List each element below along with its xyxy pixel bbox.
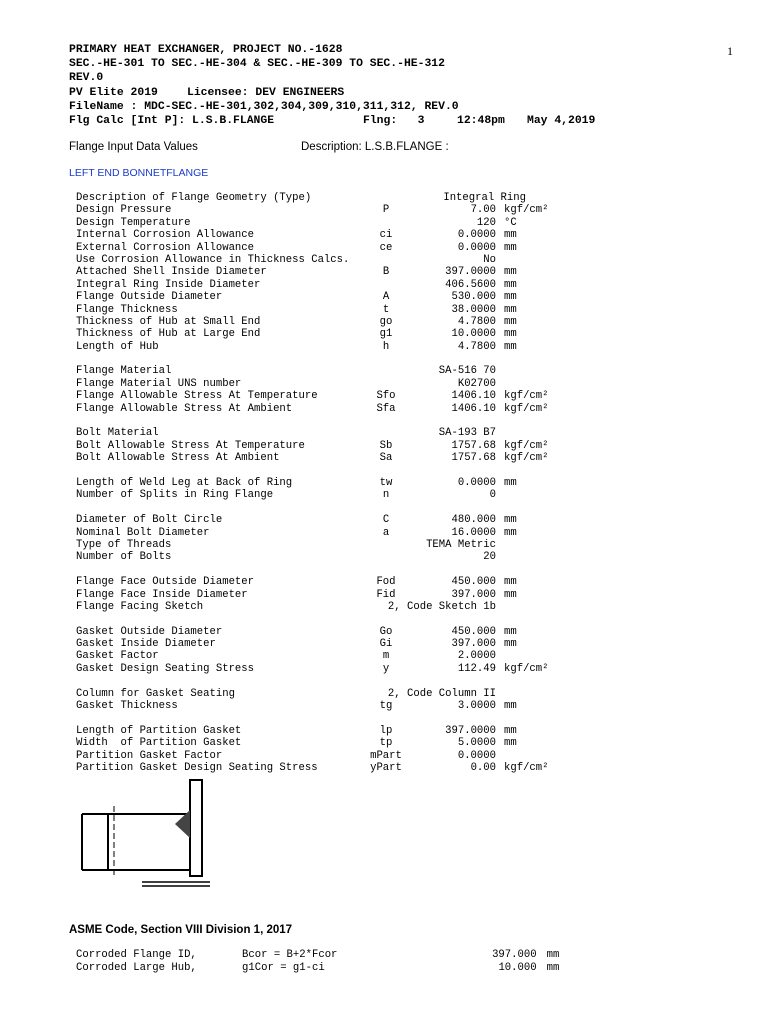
param-symbol: m [382, 650, 390, 663]
header-revision: REV.0 [69, 72, 104, 85]
param-unit: mm [504, 476, 517, 489]
param-unit: mm [504, 315, 517, 328]
param-value: 0.0000 [457, 476, 496, 489]
param-value: 10.0000 [451, 328, 496, 341]
param-value: 7.00 [470, 204, 496, 217]
param-unit: kgf/cm² [504, 204, 549, 217]
param-value: 406.5600 [445, 278, 496, 291]
param-row [76, 341, 576, 353]
param-symbol: h [382, 340, 390, 353]
param-row [76, 551, 576, 563]
param-unit: kgf/cm² [504, 390, 549, 403]
param-value: 397.0000 [445, 724, 496, 737]
param-symbol: mPart [370, 749, 402, 762]
param-unit: mm [504, 700, 517, 713]
param-symbol: tp [379, 737, 393, 750]
spacer [76, 712, 576, 724]
param-label: Length of Weld Leg at Back of Ring [76, 476, 293, 489]
param-row [76, 390, 576, 402]
param-row [76, 650, 576, 662]
param-row [76, 601, 576, 613]
param-symbol [366, 427, 406, 439]
param-symbol: Sa [379, 452, 393, 465]
param-row [76, 440, 576, 452]
code-title: ASME Code, Section VIII Division 1, 2017 [69, 924, 293, 936]
param-unit: kgf/cm² [504, 662, 549, 675]
param-label: Flange Face Outside Diameter [76, 576, 255, 589]
param-symbol: lp [379, 724, 393, 737]
param-value: 397.000 [451, 588, 496, 601]
param-label: Column for Gasket Seating [76, 687, 235, 700]
param-symbol: C [382, 514, 390, 527]
param-symbol: P [382, 204, 390, 217]
param-row [76, 539, 576, 551]
flange-ring-outline [190, 780, 202, 876]
calc-formula: g1Cor = g1-ci [242, 961, 325, 974]
param-label: Description of Flange Geometry (Type) [76, 192, 312, 204]
param-label: Attached Shell Inside Diameter [76, 266, 267, 279]
param-value: 5.0000 [457, 737, 496, 750]
calc-unit: mm [546, 949, 560, 961]
param-row [76, 589, 576, 601]
param-value: SA-516 70 [438, 365, 496, 378]
param-symbol: t [382, 303, 390, 316]
param-symbol: Fid [376, 588, 396, 601]
param-value: TEMA Metric [426, 538, 496, 551]
param-row [76, 688, 576, 700]
param-row [76, 576, 576, 588]
param-label: Gasket Design Seating Stress [76, 662, 255, 675]
param-label: Number of Splits in Ring Flange [76, 489, 274, 502]
param-label: Gasket Inside Diameter [76, 638, 216, 651]
param-value: 0.00 [470, 761, 496, 774]
param-symbol: Go [379, 625, 393, 638]
param-symbol: Sfo [376, 390, 396, 403]
header-filename: FileName : MDC-SEC.-HE-301,302,304,309,310,311,312, REV.0 [69, 100, 459, 113]
param-row [76, 638, 576, 650]
param-label: Gasket Factor [76, 650, 159, 663]
param-label: Diameter of Bolt Circle [76, 514, 223, 527]
param-unit: kgf/cm² [504, 439, 549, 452]
param-row [76, 378, 576, 390]
param-label: Use Corrosion Allowance in Thickness Calcs. [76, 253, 350, 266]
param-symbol: tw [379, 476, 393, 489]
param-row [76, 762, 576, 774]
param-row [76, 304, 576, 316]
param-row [76, 192, 576, 204]
calc-value: 10.000 [498, 961, 537, 974]
param-unit: mm [504, 625, 517, 638]
param-value: 112.49 [457, 662, 496, 675]
param-symbol: g1 [379, 328, 393, 341]
param-symbol [366, 378, 406, 390]
param-label: Length of Hub [76, 340, 159, 353]
param-value: 16.0000 [451, 526, 496, 539]
param-symbol [366, 551, 406, 563]
param-value: 450.000 [451, 576, 496, 589]
param-symbol [366, 539, 406, 551]
param-label: Type of Threads [76, 538, 172, 551]
spacer [76, 353, 576, 365]
header-time: 12:48pm [457, 114, 505, 127]
param-value: 2, Code Column II [387, 687, 496, 700]
param-label: Internal Corrosion Allowance [76, 229, 255, 242]
param-unit: mm [504, 328, 517, 341]
param-row [76, 328, 576, 340]
page-number: 1 [727, 44, 733, 58]
param-value: 4.7800 [457, 315, 496, 328]
param-value: 0 [489, 489, 496, 502]
param-row [76, 229, 576, 241]
spacer [76, 564, 576, 576]
param-value: 1406.10 [451, 390, 496, 403]
param-unit: mm [504, 576, 517, 589]
param-unit: mm [504, 340, 517, 353]
param-label: Nominal Bolt Diameter [76, 526, 210, 539]
param-unit: mm [504, 229, 517, 242]
param-symbol: A [382, 291, 390, 304]
param-label: Thickness of Hub at Small End [76, 315, 261, 328]
param-unit: mm [504, 241, 517, 254]
param-unit: kgf/cm² [504, 761, 549, 774]
section-title: Flange Input Data Values [69, 141, 198, 153]
param-value: 480.000 [451, 514, 496, 527]
param-row [76, 626, 576, 638]
flange-description: Description: L.S.B.FLANGE : [301, 141, 449, 153]
param-unit: mm [504, 278, 517, 291]
param-label: Flange Face Inside Diameter [76, 588, 248, 601]
param-row [76, 266, 576, 278]
param-label: Flange Material [76, 365, 172, 378]
param-label: External Corrosion Allowance [76, 241, 255, 254]
param-unit: mm [504, 303, 517, 316]
header-date: May 4,2019 [527, 114, 596, 127]
param-value: 450.000 [451, 625, 496, 638]
calc-row [76, 949, 596, 962]
param-row [76, 204, 576, 216]
header-project: PRIMARY HEAT EXCHANGER, PROJECT NO.-1628 [69, 44, 343, 56]
param-label: Bolt Allowable Stress At Ambient [76, 452, 280, 465]
spacer [76, 415, 576, 427]
param-row [76, 489, 576, 501]
header-calc-row [69, 114, 709, 128]
param-row [76, 427, 576, 439]
param-value: 1757.68 [451, 439, 496, 452]
param-value: 38.0000 [451, 303, 496, 316]
param-row [76, 700, 576, 712]
param-row [76, 254, 576, 266]
header-flng: Flng: 3 [363, 114, 425, 127]
param-value: 0.0000 [457, 241, 496, 254]
calc-unit: mm [546, 961, 560, 974]
param-label: Flange Material UNS number [76, 377, 242, 390]
calc-label: Corroded Flange ID, [76, 949, 197, 961]
param-unit: mm [504, 514, 517, 527]
param-value: K02700 [457, 377, 496, 390]
param-unit: mm [504, 266, 517, 279]
param-symbol: Sb [379, 439, 393, 452]
flange-name: LEFT END BONNETFLANGE [69, 167, 209, 179]
param-symbol [366, 217, 406, 229]
param-symbol: y [382, 662, 390, 675]
param-row [76, 725, 576, 737]
param-value: 0.0000 [457, 749, 496, 762]
calc-label: Corroded Large Hub, [76, 961, 197, 974]
param-symbol: Sfa [376, 402, 396, 415]
header-calc: Flg Calc [Int P]: L.S.B.FLANGE [69, 114, 275, 127]
spacer [76, 613, 576, 625]
param-value: 3.0000 [457, 700, 496, 713]
param-row [76, 452, 576, 464]
calc-table [76, 949, 596, 974]
param-row [76, 242, 576, 254]
param-label: Width of Partition Gasket [76, 737, 242, 750]
spacer [76, 675, 576, 687]
param-symbol: tg [379, 700, 393, 713]
param-value: 1757.68 [451, 452, 496, 465]
param-symbol: n [382, 489, 390, 502]
header-software-row [69, 86, 709, 100]
param-symbol [366, 192, 406, 204]
calc-formula: Bcor = B+2*Fcor [242, 949, 338, 961]
param-label: Flange Outside Diameter [76, 291, 223, 304]
param-row [76, 316, 576, 328]
param-row [76, 279, 576, 291]
param-label: Partition Gasket Design Seating Stress [76, 761, 318, 774]
param-label: Flange Allowable Stress At Ambient [76, 402, 293, 415]
spacer [76, 465, 576, 477]
param-value: 4.7800 [457, 340, 496, 353]
param-unit: kgf/cm² [504, 402, 549, 415]
param-unit: mm [504, 291, 517, 304]
param-value: 397.0000 [445, 266, 496, 279]
param-label: Design Temperature [76, 216, 191, 229]
param-label: Bolt Material [76, 427, 159, 440]
param-label: Gasket Outside Diameter [76, 625, 223, 638]
header-licensee: Licensee: DEV ENGINEERS [187, 86, 345, 99]
flange-sketch [78, 776, 218, 888]
param-row [76, 663, 576, 675]
spacer [76, 502, 576, 514]
param-unit: mm [504, 588, 517, 601]
param-row [76, 365, 576, 377]
param-value: Integral Ring [443, 192, 526, 204]
param-symbol: Gi [379, 638, 393, 651]
param-unit: kgf/cm² [504, 452, 549, 465]
param-label: Thickness of Hub at Large End [76, 328, 261, 341]
param-label: Integral Ring Inside Diameter [76, 278, 261, 291]
param-symbol: B [382, 266, 390, 279]
param-row [76, 527, 576, 539]
param-symbol: Fod [376, 576, 396, 589]
param-value: 530.000 [451, 291, 496, 304]
calc-value: 397.000 [492, 949, 537, 961]
param-label: Flange Thickness [76, 303, 178, 316]
param-label: Number of Bolts [76, 551, 172, 564]
calc-row [76, 962, 596, 975]
param-value: 2.0000 [457, 650, 496, 663]
param-unit: mm [504, 724, 517, 737]
param-value: 0.0000 [457, 229, 496, 242]
param-value: 20 [483, 551, 496, 564]
param-value: 1406.10 [451, 402, 496, 415]
param-symbol [366, 365, 406, 377]
param-unit: mm [504, 737, 517, 750]
param-value: No [483, 253, 496, 266]
param-value: 2, Code Sketch 1b [387, 600, 496, 613]
param-unit: mm [504, 638, 517, 651]
param-label: Flange Allowable Stress At Temperature [76, 390, 318, 403]
param-value: 120 [476, 216, 496, 229]
param-symbol: go [379, 315, 393, 328]
param-symbol: a [382, 526, 390, 539]
param-row [76, 291, 576, 303]
param-row [76, 737, 576, 749]
report-header [69, 43, 709, 128]
param-row [76, 750, 576, 762]
param-value: SA-193 B7 [438, 427, 496, 440]
param-unit: °C [504, 216, 517, 229]
param-unit: mm [504, 526, 517, 539]
param-value: 397.000 [451, 638, 496, 651]
param-label: Length of Partition Gasket [76, 724, 242, 737]
param-row [76, 514, 576, 526]
param-label: Design Pressure [76, 204, 172, 217]
param-row [76, 217, 576, 229]
flange-input-table [76, 192, 576, 774]
param-row [76, 477, 576, 489]
param-label: Bolt Allowable Stress At Temperature [76, 439, 305, 452]
param-label: Gasket Thickness [76, 700, 178, 713]
param-label: Flange Facing Sketch [76, 600, 204, 613]
param-symbol: ce [379, 241, 393, 254]
param-symbol: yPart [370, 761, 402, 774]
param-symbol [366, 279, 406, 291]
header-software: PV Elite 2019 [69, 86, 158, 99]
header-sections: SEC.-HE-301 TO SEC.-HE-304 & SEC.-HE-309 TO SEC.-HE-312 [69, 58, 445, 71]
param-row [76, 403, 576, 415]
param-symbol: ci [379, 229, 393, 242]
param-label: Partition Gasket Factor [76, 749, 223, 762]
